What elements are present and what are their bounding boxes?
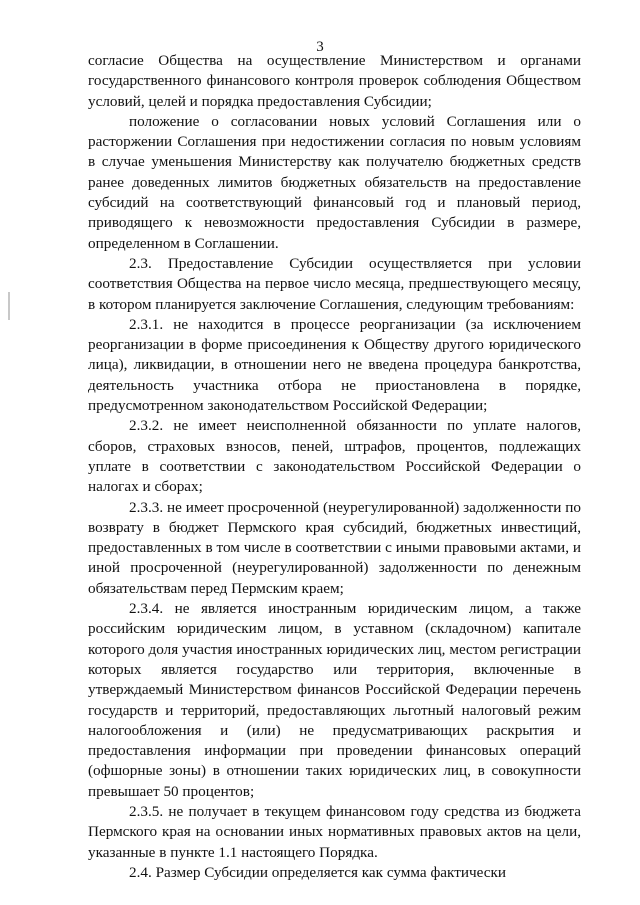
page-number: 3 bbox=[316, 39, 324, 55]
paragraph-agreement-termination: положение о согласовании новых условий Соглашения или о расторжении Соглашения при недостижении согласия по новым условиям в случае уменьшения Министерству как получателю бюджетных средств ранее доведенных лимитов бюджетных обязательств на предоставление субсидий на соответствующий финансовый год и плановый период, приводящего к невозможности предоставления Субсидии в размере, определенном в Соглашении. bbox=[88, 112, 581, 252]
paragraph-2-3: 2.3. Предоставление Субсидии осуществляется при условии соответствия Общества на первое число месяца, предшествующего месяцу, в котором планируется заключение Соглашения, следующим требованиям: bbox=[88, 254, 581, 313]
paragraph-control-consent: согласие Общества на осуществление Министерством и органами государственного финансового контроля проверок соблюдения Обществом условий, целей и порядка предоставления Субсидии; bbox=[88, 52, 581, 110]
paragraph-2-3-5: 2.3.5. не получает в текущем финансовом году средства из бюджета Пермского края на основании иных нормативных правовых актов на цели, указанные в пункте 1.1 настоящего Порядка. bbox=[88, 802, 581, 861]
paragraph-2-3-4: 2.3.4. не является иностранным юридическим лицом, а также российским юридическим лицом, в уставном (складочном) капитале которого доля участия иностранных юридических лиц, местом регистрации которых является государство или территория, включенные в утверждаемый Министерством финансов Российской Федерации перечень государств и территорий, предоставляющих льготный налоговый режим налогообложения и (или) не предусматривающих раскрытия и предоставления информации при проведении финансовых операций (офшорные зоны) в отношении таких юридических лиц, в совокупности превышает 50 процентов; bbox=[88, 600, 581, 800]
document-body bbox=[88, 51, 581, 883]
paragraph-2-4: 2.4. Размер Субсидии определяется как сумма фактически bbox=[129, 863, 506, 881]
paragraph-2-3-3: 2.3.3. не имеет просроченной (неурегулированной) задолженности по возврату в бюджет Пермского края субсидий, бюджетных инвестиций, предоставленных в том числе в соответствии с иными правовыми актами, и иной просроченной (неурегулированной) задолженности по денежным обязательствам перед Пермским краем; bbox=[88, 498, 581, 597]
paragraph-2-3-1: 2.3.1. не находится в процессе реорганизации (за исключением реорганизации в форме присоединения к Обществу другого юридического лица), ликвидации, в отношении него не введена процедура банкротства, деятельность участника отбора не приостановлена в порядке, предусмотренном законодательством Российской Федерации; bbox=[88, 315, 581, 415]
scan-margin-mark bbox=[8, 292, 10, 320]
paragraph-2-3-2: 2.3.2. не имеет неисполненной обязанности по уплате налогов, сборов, страховых взносов, пеней, штрафов, процентов, подлежащих уплате в соответствии с законодательством Российской Федерации о налогах и сборах; bbox=[88, 417, 581, 496]
